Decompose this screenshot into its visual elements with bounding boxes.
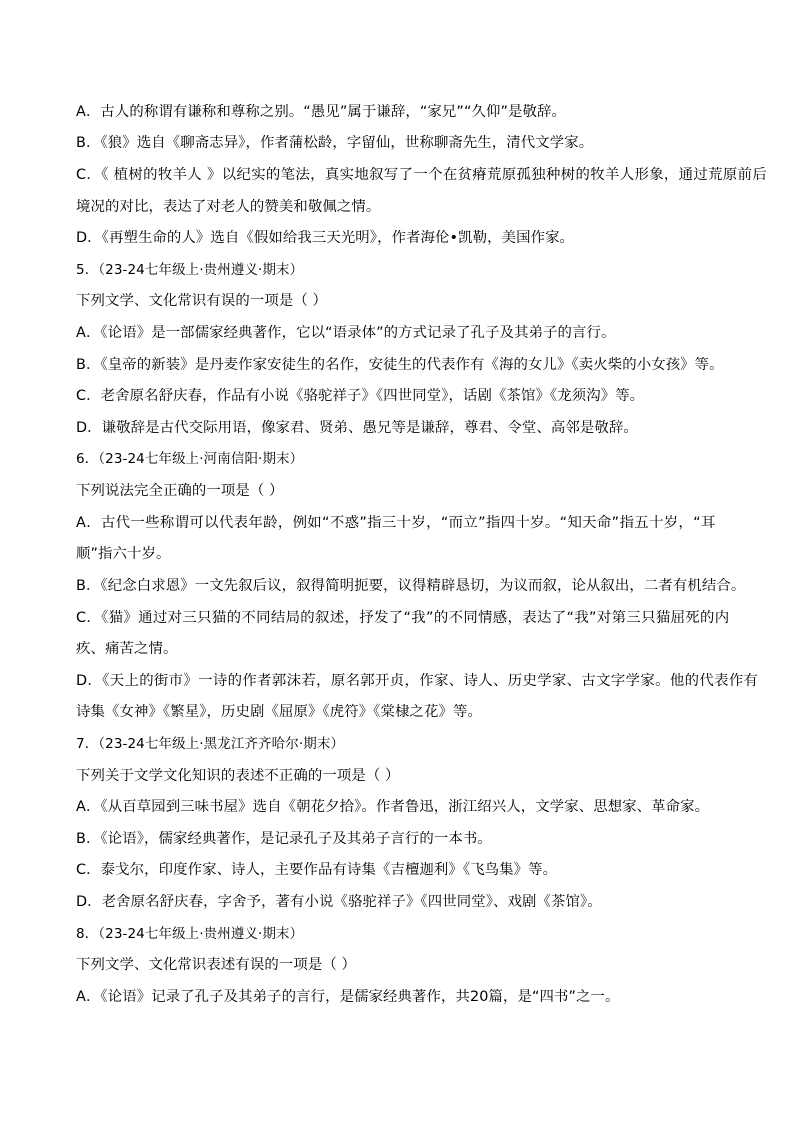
question-stem: 下列说法完全正确的一项是（ ） [76,483,284,499]
option-continuation: 境况的对比，表达了对老人的赞美和敬佩之情。 [76,199,381,215]
question-header: 5．（23-24七年级上·贵州遵义·期末） [76,262,304,278]
option-line: A．《从百草园到三味书屋》选自《朝花夕拾》。作者鲁迅，浙江绍兴人，文学家、思想家、革命家。 [76,799,710,815]
option-line: D．老舍原名舒庆春，字舍予，著有小说《骆驼祥子》《四世同堂》、戏剧《茶馆》。 [76,894,602,910]
option-line: A．古人的称谓有谦称和尊称之别。“愚见”属于谦辞，“家兄”“久仰”是敬辞。 [76,104,566,120]
question-header: 7．（23-24七年级上·黑龙江齐齐哈尔·期末） [76,736,345,752]
option-line: A．《论语》是一部儒家经典著作，它以“语录体”的方式记录了孔子及其弟子的言行。 [76,325,616,341]
question-stem: 下列文学、文化常识表述有误的一项是（ ） [76,957,356,973]
question-stem: 下列文学、文化常识有误的一项是（ ） [76,293,328,309]
option-continuation: 顺”指六十岁。 [76,546,171,562]
option-line: B．《纪念白求恩》一文先叙后议，叙得简明扼要，议得精辟恳切，为议而叙，论从叙出，二者有机结合。 [76,578,746,594]
option-line: C．《 植树的牧羊人 》以纪实的笔法，真实地叙写了一个在贫瘠荒原孤独种树的牧羊人形象，通过荒原前后 [76,167,768,183]
option-line: D．《再塑生命的人》选自《假如给我三天光明》，作者海伦•凯勒，美国作家。 [76,230,575,246]
option-line: C．《猫》通过对三只猫的不同结局的叙述，抒发了“我”的不同情感，表达了“我”对第三只猫屈死的内 [76,610,730,626]
option-line: D．《天上的街市》一诗的作者郭沫若，原名郭开贞，作家、诗人、历史学家、古文字学家。他的代表作有 [76,673,759,689]
question-header: 8．（23-24七年级上·贵州遵义·期末） [76,926,304,942]
option-line: B．《论语》，儒家经典著作，是记录孔子及其弟子言行的一本书。 [76,831,492,847]
option-line: A．《论语》记录了孔子及其弟子的言行，是儒家经典著作，共20篇，是“四书”之一。 [76,989,620,1005]
option-line: C．老舍原名舒庆春，作品有小说《骆驼祥子》《四世同堂》，话剧《茶馆》《龙须沟》等。 [76,388,645,404]
option-continuation: 疚、痛苦之情。 [76,641,178,657]
option-line: C．泰戈尔，印度作家、诗人，主要作品有诗集《吉檀迦利》《飞鸟集》等。 [76,862,558,878]
option-line: A．古代一些称谓可以代表年龄，例如“不惑”指三十岁，“而立”指四十岁。“知天命”指五十岁，“耳 [76,515,716,531]
option-line: D．谦敬辞是古代交际用语，像家君、贤弟、愚兄等是谦辞，尊君、令堂、高邻是敬辞。 [76,420,638,436]
option-line: B．《狼》选自《聊斋志异》，作者蒲松龄，字留仙，世称聊斋先生，清代文学家。 [76,135,594,151]
question-header: 6．（23-24七年级上·河南信阳·期末） [76,451,304,467]
option-line: B．《皇帝的新装》是丹麦作家安徒生的名作，安徒生的代表作有《海的女儿》《卖火柴的小女孩》等。 [76,357,724,373]
option-continuation: 诗集《女神》《繁星》，历史剧《屈原》《虎符》《棠棣之花》等。 [76,704,482,720]
question-stem: 下列关于文学文化知识的表述不正确的一项是（ ） [76,768,400,784]
